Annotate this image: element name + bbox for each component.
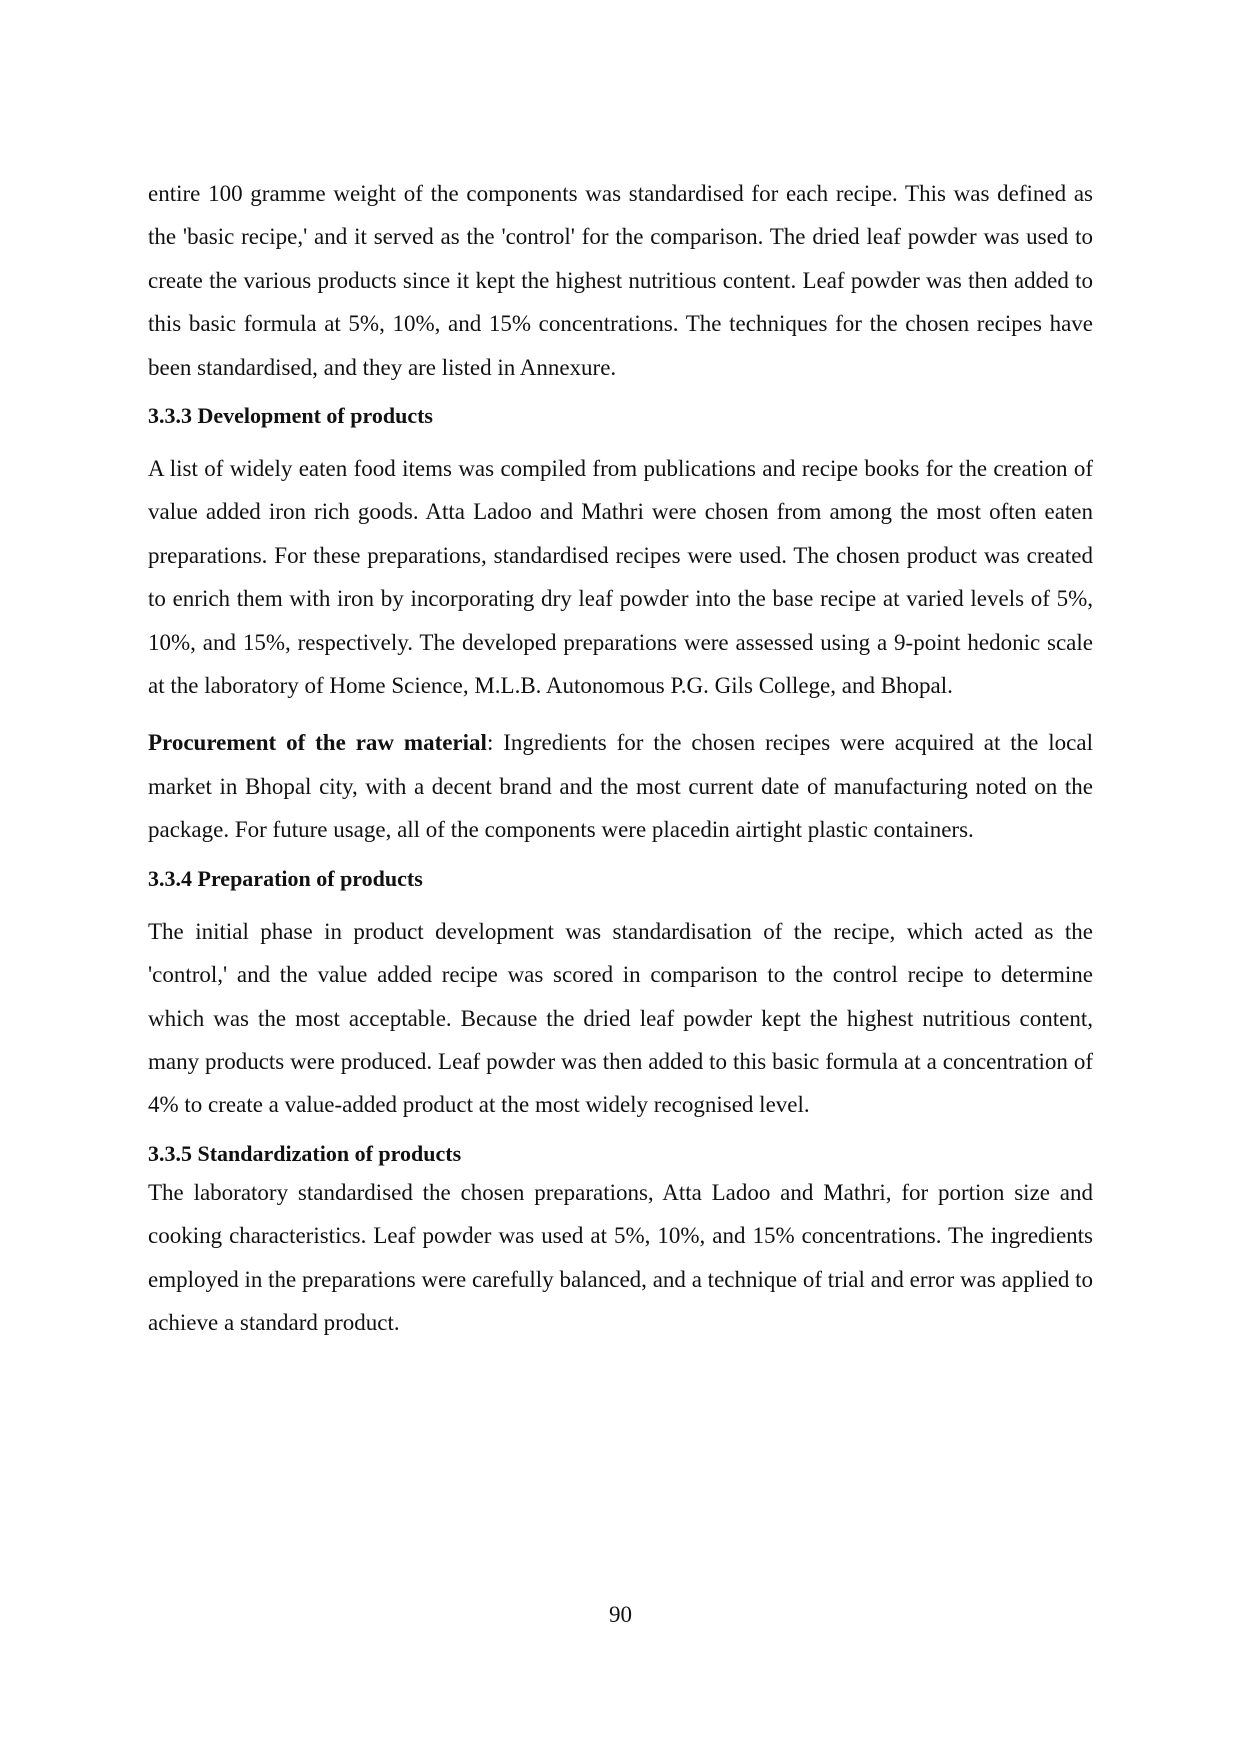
- standardization-paragraph: The laboratory standardised the chosen preparations, Atta Ladoo and Mathri, for portion size and cooking characteristics. Leaf powder was used at 5%, 10%, and 15% concentrations. The ingredients employed in the preparations were carefully balanced, and a technique of trial and error was applied to achieve a standard product.: [148, 1179, 1093, 1335]
- section-heading-3-3-3: 3.3.3 Development of products: [148, 403, 433, 429]
- document-page: [148, 172, 1093, 1344]
- procurement-lead: Procurement of the raw material: [148, 730, 487, 756]
- section-heading-3-3-5: 3.3.5 Standardization of products: [148, 1140, 462, 1166]
- section-heading-3-3-4: 3.3.4 Preparation of products: [148, 865, 423, 891]
- page-number: 90: [609, 1602, 632, 1627]
- preparation-paragraph: The initial phase in product development was standardisation of the recipe, which acted as the 'control,' and the value added recipe was scored in comparison to the control recipe to determine which was the most acceptable. Because the dried leaf powder kept the highest nutritious content, many products were produced. Leaf powder was then added to this basic formula at a concentration of 4% to create a value-added product at the most widely recognised level.: [148, 918, 1093, 1118]
- development-paragraph: A list of widely eaten food items was compiled from publications and recipe books for the creation of value added iron rich goods. Atta Ladoo and Mathri were chosen from among the most often eaten preparations. For these preparations, standardised recipes were used. The chosen product was created to enrich them with iron by incorporating dry leaf powder into the base recipe at varied levels of 5%, 10%, and 15%, respectively. The developed preparations were assessed using a 9-point hedonic scale at the laboratory of Home Science, M.L.B. Autonomous P.G. Gils College, and Bhopal.: [148, 456, 1093, 699]
- intro-paragraph: entire 100 gramme weight of the components was standardised for each recipe. This was defined as the 'basic recipe,' and it served as the 'control' for the comparison. The dried leaf powder was used to create the various products since it kept the highest nutritious content. Leaf powder was then added to this basic formula at 5%, 10%, and 15% concentrations. The techniques for the chosen recipes have been standardised, and they are listed in Annexure.: [148, 181, 1093, 380]
- procurement-text: : Ingredients for the chosen recipes were acquired at the local market in Bhopal city, with a decent brand and the most current date of manufacturing noted on the package. For future usage, all of the components were placedin airtight plastic containers.: [148, 730, 1093, 843]
- procurement-paragraph: [148, 721, 1093, 851]
